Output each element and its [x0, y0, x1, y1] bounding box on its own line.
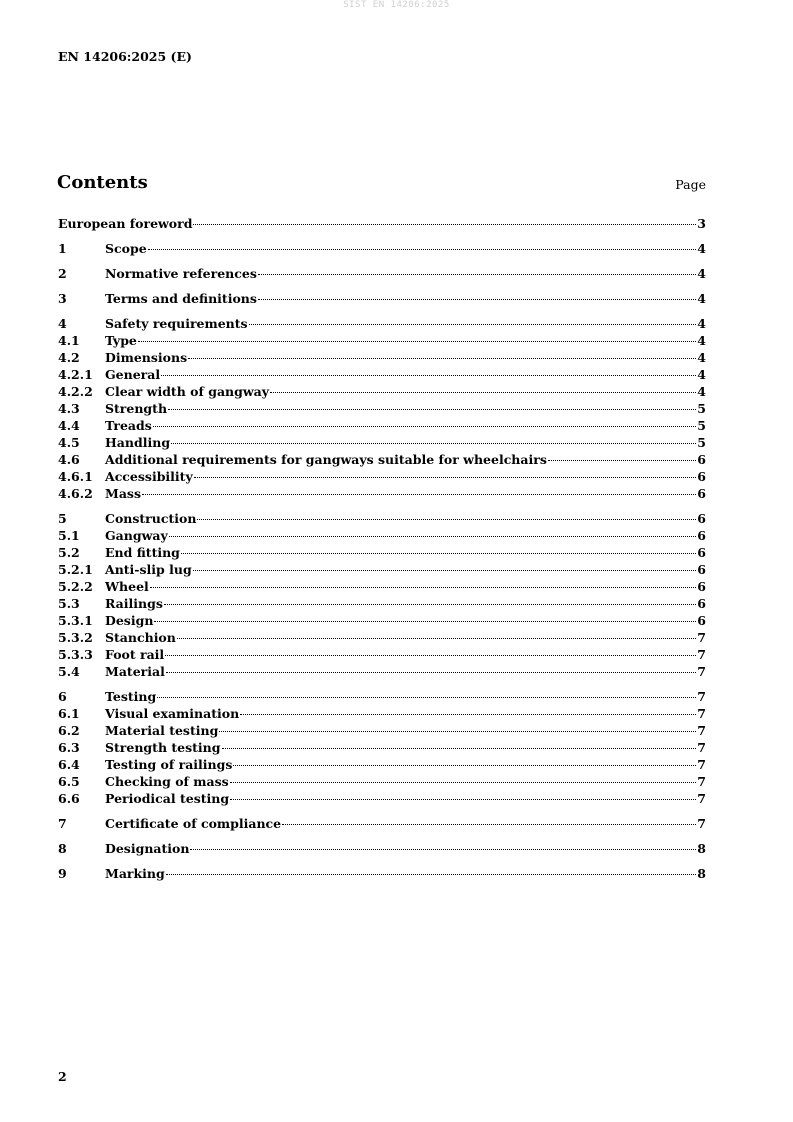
page-column-label: Page — [675, 177, 706, 192]
toc-entry[interactable] — [58, 485, 706, 502]
toc-entry-page: 4 — [697, 367, 706, 382]
toc-entry[interactable] — [58, 815, 706, 832]
toc-entry-title: General — [105, 367, 161, 382]
toc-entry-number: 5.3 — [58, 596, 80, 611]
toc-entry-number: 9 — [58, 866, 67, 881]
dot-leader — [157, 696, 696, 698]
toc-entry-number: 7 — [58, 816, 67, 831]
toc-entry[interactable] — [58, 722, 706, 739]
dot-leader — [164, 603, 696, 605]
toc-entry[interactable] — [58, 578, 706, 595]
toc-entry-title: End fitting — [105, 545, 180, 560]
toc-entry-title: Material testing — [105, 723, 219, 738]
toc-entry-number: 4.2.2 — [58, 384, 93, 399]
toc-entry-page: 4 — [697, 350, 706, 365]
toc-entry-title: Testing of railings — [105, 757, 233, 772]
toc-entry-page: 3 — [697, 216, 706, 231]
toc-entry-page: 4 — [697, 291, 706, 306]
toc-entry-number: 4.5 — [58, 435, 80, 450]
toc-entry-number: 5.2.2 — [58, 579, 93, 594]
toc-entry-page: 4 — [697, 316, 706, 331]
toc-entry-page: 6 — [697, 613, 706, 628]
toc-entry[interactable] — [58, 383, 706, 400]
toc-entry-page: 8 — [697, 841, 706, 856]
dot-leader — [193, 569, 697, 571]
toc-entry-title: Stanchion — [105, 630, 176, 645]
toc-entry[interactable] — [58, 332, 706, 349]
toc-entry-title: Dimensions — [105, 350, 188, 365]
toc-entry-title: Construction — [105, 511, 197, 526]
toc-entry[interactable] — [58, 510, 706, 527]
toc-entry-number: 4.2.1 — [58, 367, 93, 382]
dot-leader — [249, 323, 697, 325]
toc-entry-title: Scope — [105, 241, 147, 256]
toc-entry-number: 6.5 — [58, 774, 80, 789]
toc-entry-number: 5.3.1 — [58, 613, 93, 628]
toc-entry[interactable] — [58, 468, 706, 485]
dot-leader — [193, 223, 696, 225]
toc-entry-title: Wheel — [105, 579, 149, 594]
toc-entry-number: 5.2 — [58, 545, 80, 560]
dot-leader — [166, 671, 696, 673]
toc-entry-title: Checking of mass — [105, 774, 229, 789]
toc-entry[interactable] — [58, 434, 706, 451]
toc-entry-title: Marking — [105, 866, 165, 881]
toc-entry[interactable] — [58, 366, 706, 383]
toc-entry-number: 4.4 — [58, 418, 80, 433]
toc-entry-page: 4 — [697, 384, 706, 399]
toc-entry-page: 7 — [697, 664, 706, 679]
toc-entry-page: 6 — [697, 469, 706, 484]
toc-entry-title: Anti-slip lug — [105, 562, 192, 577]
toc-entry-page: 7 — [697, 757, 706, 772]
toc-entry-number: 6.1 — [58, 706, 80, 721]
toc-entry[interactable] — [58, 663, 706, 680]
dot-leader — [190, 848, 696, 850]
toc-entry[interactable] — [58, 265, 706, 282]
dot-leader — [165, 654, 696, 656]
dot-leader — [177, 637, 696, 639]
toc-entry-number: 4.2 — [58, 350, 80, 365]
toc-entry[interactable] — [58, 595, 706, 612]
toc-entry-title: European foreword — [58, 216, 193, 231]
toc-entry[interactable] — [58, 773, 706, 790]
dot-leader — [181, 552, 696, 554]
toc-entry-title: Designation — [105, 841, 190, 856]
dot-leader — [240, 713, 696, 715]
toc-entry-title: Safety requirements — [105, 316, 248, 331]
dot-leader — [142, 493, 696, 495]
toc-entry-number: 4.6.1 — [58, 469, 93, 484]
document-id: EN 14206:2025 (E) — [58, 49, 192, 64]
toc-entry-title: Additional requirements for gangways suitable for wheelchairs — [105, 452, 547, 467]
toc-entry-page: 5 — [697, 401, 706, 416]
dot-leader — [282, 823, 696, 825]
toc-entry-number: 5.4 — [58, 664, 80, 679]
toc-entry-page: 7 — [697, 689, 706, 704]
toc-entry-page: 7 — [697, 723, 706, 738]
toc-entry-page: 5 — [697, 435, 706, 450]
toc-entry-number: 8 — [58, 841, 67, 856]
toc-entry[interactable] — [58, 451, 706, 468]
toc-entry[interactable] — [58, 417, 706, 434]
toc-entry-page: 8 — [697, 866, 706, 881]
toc-entry-page: 7 — [697, 647, 706, 662]
toc-entry-number: 5.1 — [58, 528, 80, 543]
toc-entry[interactable] — [58, 612, 706, 629]
toc-entry-title: Testing — [105, 689, 157, 704]
toc-entry-number: 5.3.3 — [58, 647, 93, 662]
toc-entry-title: Foot rail — [105, 647, 165, 662]
toc-entry-number: 6.6 — [58, 791, 80, 806]
toc-entry-title: Normative references — [105, 266, 257, 281]
toc-entry[interactable] — [58, 544, 706, 561]
dot-leader — [233, 764, 696, 766]
toc-entry-page: 7 — [697, 706, 706, 721]
toc-entry[interactable] — [58, 561, 706, 578]
toc-entry-page: 6 — [697, 511, 706, 526]
dot-leader — [548, 459, 696, 461]
toc-entry-number: 5.2.1 — [58, 562, 93, 577]
toc-entry-page: 7 — [697, 816, 706, 831]
toc-entry-title: Treads — [105, 418, 152, 433]
toc-entry[interactable] — [58, 739, 706, 756]
toc-entry-title: Strength testing — [105, 740, 221, 755]
toc-entry[interactable] — [58, 215, 706, 232]
dot-leader — [219, 730, 696, 732]
toc-entry-title: Strength — [105, 401, 168, 416]
page-number: 2 — [58, 1069, 67, 1084]
toc-entry-number: 1 — [58, 241, 67, 256]
toc-entry-page: 6 — [697, 579, 706, 594]
dot-leader — [138, 340, 696, 342]
toc-entry-number: 5.3.2 — [58, 630, 93, 645]
toc-entry[interactable] — [58, 840, 706, 857]
toc-entry[interactable] — [58, 290, 706, 307]
toc-entry-title: Terms and definitions — [105, 291, 257, 306]
toc-entry-page: 4 — [697, 241, 706, 256]
toc-entry-title: Railings — [105, 596, 163, 611]
toc-entry[interactable] — [58, 646, 706, 663]
toc-entry-page: 6 — [697, 596, 706, 611]
toc-entry-page: 4 — [697, 333, 706, 348]
toc-entry[interactable] — [58, 629, 706, 646]
dot-leader — [230, 798, 696, 800]
toc-entry-page: 6 — [697, 452, 706, 467]
toc-entry-page: 6 — [697, 486, 706, 501]
toc-entry-page: 7 — [697, 740, 706, 755]
toc-entry-number: 5 — [58, 511, 67, 526]
toc-entry-number: 6.4 — [58, 757, 80, 772]
toc-entry[interactable] — [58, 705, 706, 722]
toc-entry[interactable] — [58, 527, 706, 544]
toc-entry-page: 7 — [697, 630, 706, 645]
dot-leader — [270, 391, 696, 393]
toc-entry-number: 4.1 — [58, 333, 80, 348]
toc-entry-number: 2 — [58, 266, 67, 281]
toc-entry-number: 4.6 — [58, 452, 80, 467]
dot-leader — [197, 518, 696, 520]
toc-entry[interactable] — [58, 315, 706, 332]
dot-leader — [171, 442, 696, 444]
toc-entry-title: Gangway — [105, 528, 168, 543]
dot-leader — [168, 408, 696, 410]
toc-entry-page: 7 — [697, 791, 706, 806]
toc-entry-title: Clear width of gangway — [105, 384, 270, 399]
toc-entry-page: 5 — [697, 418, 706, 433]
dot-leader — [222, 747, 697, 749]
table-of-contents — [58, 215, 706, 882]
toc-entry-title: Mass — [105, 486, 142, 501]
toc-entry[interactable] — [58, 400, 706, 417]
toc-entry-number: 3 — [58, 291, 67, 306]
toc-entry-number: 6.2 — [58, 723, 80, 738]
toc-entry-title: Type — [105, 333, 137, 348]
toc-entry-page: 6 — [697, 562, 706, 577]
toc-entry-title: Visual examination — [105, 706, 240, 721]
toc-entry-title: Design — [105, 613, 154, 628]
dot-leader — [154, 620, 696, 622]
dot-leader — [230, 781, 697, 783]
toc-entry-number: 4.6.2 — [58, 486, 93, 501]
toc-entry-title: Periodical testing — [105, 791, 230, 806]
toc-entry-title: Certificate of compliance — [105, 816, 282, 831]
toc-entry-number: 4 — [58, 316, 67, 331]
toc-entry-number: 4.3 — [58, 401, 80, 416]
dot-leader — [169, 535, 697, 537]
toc-entry-title: Accessibility — [105, 469, 193, 484]
toc-entry[interactable] — [58, 790, 706, 807]
dot-leader — [166, 873, 697, 875]
toc-entry-title: Material — [105, 664, 165, 679]
toc-entry-page: 6 — [697, 528, 706, 543]
toc-entry[interactable] — [58, 756, 706, 773]
toc-entry-title: Handling — [105, 435, 171, 450]
dot-leader — [153, 425, 696, 427]
toc-entry-number: 6 — [58, 689, 67, 704]
toc-entry-number: 6.3 — [58, 740, 80, 755]
toc-entry[interactable] — [58, 240, 706, 257]
toc-entry-page: 4 — [697, 266, 706, 281]
contents-title: Contents — [57, 172, 148, 193]
toc-entry[interactable] — [58, 688, 706, 705]
toc-entry[interactable] — [58, 865, 706, 882]
dot-leader — [150, 586, 697, 588]
dot-leader — [188, 357, 696, 359]
toc-entry-page: 6 — [697, 545, 706, 560]
dot-leader — [258, 298, 696, 300]
dot-leader — [258, 273, 696, 275]
dot-leader — [161, 374, 696, 376]
dot-leader — [194, 476, 697, 478]
toc-entry[interactable] — [58, 349, 706, 366]
toc-entry-page: 7 — [697, 774, 706, 789]
dot-leader — [148, 248, 697, 250]
watermark: SIST EN 14206:2025 — [343, 0, 450, 10]
